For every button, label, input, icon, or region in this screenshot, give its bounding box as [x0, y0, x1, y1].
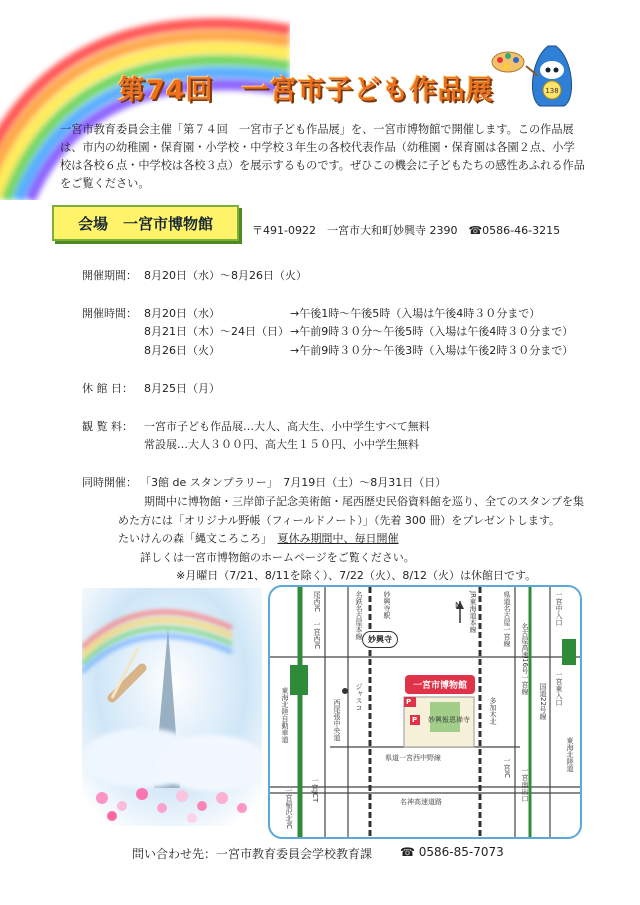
- map-road-label: 県道一宮西中野線: [385, 754, 441, 762]
- map-label-inazawa-ic: 一宮稲沢北IC: [285, 787, 293, 829]
- page-title: 第74回 一宮市子ども作品展: [118, 75, 494, 106]
- closed-days-note: ※月曜日（7/21、8/11を除く）、7/22（火）、8/12（火）は休館日です。: [176, 569, 537, 582]
- fee-line-2: 常設展…大人３００円、高大生１５０円、小中学生無料: [144, 438, 419, 451]
- hours-label: 開催時間：: [82, 307, 137, 320]
- map-label-route22: 国道22号線: [539, 683, 547, 720]
- mascot-painter-icon: [490, 40, 580, 110]
- venue-address: 〒491-0922 一宮市大和町妙興寺 2390 ☎0586-46-3215: [252, 224, 561, 237]
- map-label-meitetsu: 名鉄名古屋本線: [355, 591, 363, 640]
- map-label-biwa-ic: 尾西IC: [313, 591, 321, 612]
- jomon-event: [118, 530, 399, 546]
- map-label-takagi: 多加木北: [489, 697, 497, 725]
- hours-time-3: →午前9時３０分～午後3時（入場は午後2時３０分まで）: [290, 344, 574, 357]
- closed-label: 休 館 日：: [82, 382, 133, 395]
- jomon-event-dates: 夏休み期間中、毎日開催: [277, 532, 399, 545]
- map-label-ichinomiya-ic: 一宮IC: [503, 757, 511, 778]
- intro-text: 一宮市教育委員会主催「第７４回 一宮市子ども作品展」を、一宮市博物館で開催します。この作品展は、市内の幼稚園・保育園・小学校・中学校３年生の各校代表作品（幼稚園・保育園は各園２点、小学校は各校６点・中学校は各校３点）を展示するものです。ぜひこの機会に子どもたちの感性あふれる作品をご覧ください。: [60, 123, 585, 190]
- map-myokoji-label: 妙興寺: [362, 631, 398, 648]
- map-label-jr: JR東海道本線: [469, 591, 477, 633]
- stamp-rally-desc-1: 期間中に博物館・三岸節子記念美術館・尾西歴史民俗資料館を巡り、全てのスタンプを集: [144, 495, 584, 508]
- concurrent-label: 同時開催：: [82, 476, 137, 489]
- map-label-jusco: ジャスコ: [355, 683, 363, 711]
- map-label-ichinomiya-higashi: 一宮東入口: [555, 671, 563, 706]
- museum-tower-photo: [82, 588, 262, 826]
- map-north-label: N: [455, 601, 461, 610]
- map-label-ichinomiya-nishi-ic: 一宮西IC: [313, 621, 321, 649]
- hours-date-3: 8月26日（火）: [144, 344, 220, 357]
- map-parking-label-2: P: [412, 716, 418, 724]
- map-museum-label: 一宮市博物館: [405, 675, 475, 694]
- access-map: [268, 585, 582, 839]
- map-label-prefectural-road: 県道名古屋一宮線: [503, 591, 511, 647]
- map-label-tokai-hokuriku-2: 東海北陸道: [566, 737, 574, 772]
- footer-tel: ☎ 0586-85-7073: [400, 845, 504, 859]
- fee-label: 観 覧 料：: [82, 420, 133, 433]
- hours-date-1: 8月20日（水）: [144, 307, 220, 320]
- map-label-station: 妙興寺駅: [383, 591, 391, 619]
- map-label-jct: 一宮JCT: [311, 777, 319, 803]
- hours-date-2: 8月21日（木）～24日（日）: [144, 325, 289, 338]
- stamp-rally-title: 「3館 de スタンプラリー」 7月19日（土）～8月31日（日）: [140, 476, 447, 489]
- map-label-tokai-hokuriku: 東海北陸自動車道: [281, 687, 289, 743]
- period-value: 8月20日（水）～8月26日（火）: [144, 269, 307, 282]
- mascot-badge: 138: [545, 87, 559, 95]
- closed-value: 8月25日（月）: [144, 382, 220, 395]
- map-parking-label-1: P: [406, 698, 412, 706]
- map-label-ichinomiya-naka: 一宮中入口: [555, 591, 563, 626]
- map-label-nishio: 西尾張中央道: [333, 699, 341, 741]
- footer-inquiry: 問い合わせ先：一宮市教育委員会学校教育課: [132, 847, 373, 861]
- hours-time-1: →午後1時～午後5時（入場は午後4時３０分まで）: [290, 307, 541, 320]
- hours-time-2: →午前9時３０分～午後5時（入場は午後4時３０分まで）: [290, 325, 574, 338]
- map-label-ichinomiya-minami: 一宮南出口: [521, 767, 529, 802]
- map-shrine-label: 妙興報恩禅寺: [428, 716, 470, 724]
- period-label: 開催期間：: [82, 269, 137, 282]
- jomon-event-title: たいけんの森「縄文ころころ」: [118, 532, 278, 545]
- map-label-nagoya-exp: 名古屋高速16号一宮線: [521, 623, 529, 695]
- details-note: 詳しくは一宮市博物館のホームページをご覧ください。: [140, 551, 415, 564]
- fee-line-1: 一宮市子ども作品展…大人、高大生、小中学生すべて無料: [144, 420, 430, 433]
- stamp-rally-desc-2: めた方には「オリジナル野帳（フィールドノート）」（先着 300 冊）をプレゼントします。: [118, 514, 561, 527]
- map-expressway-label: 名神高速道路: [400, 798, 442, 806]
- venue-label: 会場 一宮市博物館: [52, 205, 239, 241]
